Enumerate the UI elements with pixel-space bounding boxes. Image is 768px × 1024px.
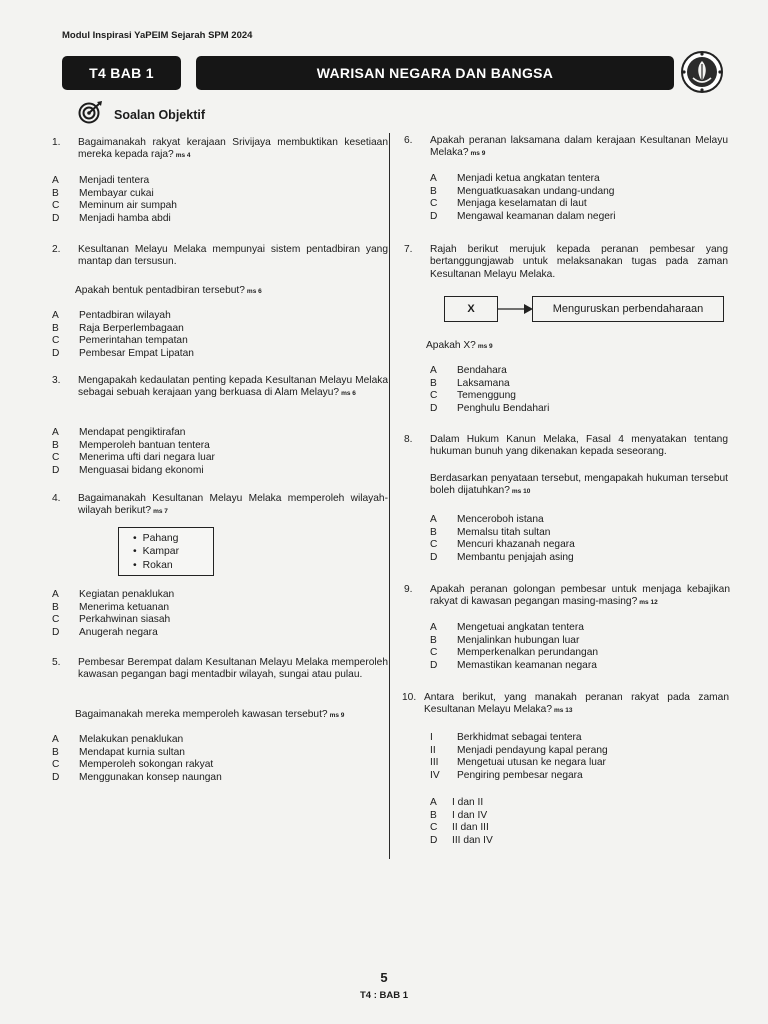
option-a[interactable]: A Mendapat pengiktirafan xyxy=(52,427,186,438)
page-ref: ms 9 xyxy=(477,343,493,350)
question-stem: Pembesar Berempat dalam Kesultanan Melayu Melaka memperoleh kawasan pegangan bagi mentadbir wilayah, sungai atau pulau. xyxy=(78,657,388,681)
target-icon xyxy=(78,100,104,129)
statement-i: I Berkhidmat sebagai tentera xyxy=(430,732,582,743)
option-d[interactable]: D Menggunakan konsep naungan xyxy=(52,771,222,783)
question-prompt: Bagaimanakah mereka memperoleh kawasan tersebut? ms 9 xyxy=(75,709,345,720)
options xyxy=(52,427,215,477)
option-b[interactable]: B Memalsu titah sultan xyxy=(430,526,551,538)
question-number: 5. xyxy=(52,657,61,668)
option-b[interactable]: B Menerima ketuanan xyxy=(52,601,170,613)
chapter-title: WARISAN NEGARA DAN BANGSA xyxy=(196,56,674,90)
column-divider xyxy=(389,133,390,859)
options xyxy=(430,173,616,223)
option-a[interactable]: A Menceroboh istana xyxy=(430,514,544,525)
footer-label: T4 : BAB 1 xyxy=(359,990,409,1001)
question-stem: Apakah peranan golongan pembesar untuk menjaga kebajikan rakyat di kawasan pegangan masing-masing? ms 12 xyxy=(430,584,730,608)
option-c[interactable]: C Memperkenalkan perundangan xyxy=(430,647,599,659)
section-title: Soalan Objektif xyxy=(114,107,205,122)
option-a[interactable]: A Menjadi tentera xyxy=(52,175,150,186)
option-a[interactable]: A Bendahara xyxy=(430,365,507,376)
option-a[interactable]: A Melakukan penaklukan xyxy=(52,734,184,745)
option-a[interactable]: A Menjadi ketua angkatan tentera xyxy=(430,173,600,184)
statement-ii: II Menjadi pendayung kapal perang xyxy=(430,744,608,756)
diagram-box-x: X xyxy=(444,296,498,322)
question-prompt: Apakah bentuk pentadbiran tersebut? ms 6 xyxy=(75,285,262,296)
territory-box xyxy=(118,527,214,576)
option-c[interactable]: C Menerima ufti dari negara luar xyxy=(52,452,215,464)
option-c[interactable]: C Temenggung xyxy=(430,390,516,402)
box-item: • Pahang xyxy=(133,532,205,545)
question-stem: Antara berikut, yang manakah peranan rakyat pada zaman Kesultanan Melayu Melaka? ms 13 xyxy=(424,692,729,716)
question-stem: Dalam Hukum Kanun Melaka, Fasal 4 menyatakan tentang hukuman bunuh yang dikenakan kepada seseorang. xyxy=(430,434,728,458)
chapter-badge: T4 BAB 1 xyxy=(62,56,181,90)
option-d[interactable]: D Memastikan keamanan negara xyxy=(430,659,597,671)
page-ref: ms 9 xyxy=(329,712,345,719)
option-d[interactable]: D Anugerah negara xyxy=(52,626,158,638)
options xyxy=(52,175,177,225)
options xyxy=(52,589,174,639)
option-c[interactable]: C II dan III xyxy=(430,822,489,834)
page-ref: ms 12 xyxy=(639,599,658,607)
statements xyxy=(430,732,608,782)
option-a[interactable]: A I dan II xyxy=(430,797,484,808)
option-d[interactable]: D Menjadi hamba abdi xyxy=(52,212,171,224)
question-stem: Apakah peranan laksamana dalam kerajaan Kesultanan Melayu Melaka? ms 9 xyxy=(430,135,728,159)
box-item: • Kampar xyxy=(133,545,205,558)
option-c[interactable]: C Meminum air sumpah xyxy=(52,200,177,212)
option-b[interactable]: B Raja Berperlembagaan xyxy=(52,322,184,334)
option-c[interactable]: C Perkahwinan siasah xyxy=(52,614,171,626)
page-ref: ms 13 xyxy=(554,707,573,715)
options xyxy=(52,734,222,784)
option-a[interactable]: A Mengetuai angkatan tentera xyxy=(430,622,584,633)
box-item: • Rokan xyxy=(133,559,205,572)
section-header xyxy=(78,100,205,129)
page-ref: ms 6 xyxy=(341,390,356,398)
options xyxy=(430,622,598,672)
option-a[interactable]: A Kegiatan penaklukan xyxy=(52,589,175,600)
statement-iv: IV Pengiring pembesar negara xyxy=(430,769,583,781)
option-d[interactable]: D Mengawal keamanan dalam negeri xyxy=(430,210,616,222)
question-prompt: Berdasarkan penyataan tersebut, mengapakah hukuman tersebut boleh dijatuhkan? ms 10 xyxy=(430,473,728,497)
options xyxy=(430,797,493,847)
option-c[interactable]: C Pemerintahan tempatan xyxy=(52,335,188,347)
question-stem: Mengapakah kedaulatan penting kepada Kesultanan Melayu Melaka sebagai sebuah kerajaan yang berkuasa di Alam Melayu? ms 6 xyxy=(78,375,388,399)
question-stem: Bagaimanakah rakyat kerajaan Srivijaya membuktikan kesetiaan mereka kepada raja? ms 4 xyxy=(78,137,388,161)
page-ref: ms 9 xyxy=(470,150,486,158)
question-prompt: Apakah X? ms 9 xyxy=(426,340,493,351)
option-d[interactable]: D Penghulu Bendahari xyxy=(430,402,550,414)
question-number: 10. xyxy=(402,692,417,703)
page-ref: ms 6 xyxy=(246,288,262,295)
option-b[interactable]: B Memperoleh bantuan tentera xyxy=(52,439,210,451)
question-stem: Rajah berikut merujuk kepada peranan pembesar yang bertanggungjawab untuk melaksanakan tugas pada zaman Kesultanan Melayu Melaka. xyxy=(430,244,728,280)
module-title: Modul Inspirasi YaPEIM Sejarah SPM 2024 xyxy=(62,30,253,41)
option-b[interactable]: B I dan IV xyxy=(430,809,488,821)
option-d[interactable]: D Pembesar Empat Lipatan xyxy=(52,347,194,359)
options xyxy=(430,365,549,415)
option-d[interactable]: D Membantu penjajah asing xyxy=(430,551,574,563)
question-number: 2. xyxy=(52,244,61,255)
question-number: 1. xyxy=(52,137,61,148)
option-b[interactable]: B Menjalinkan hubungan luar xyxy=(430,634,580,646)
option-c[interactable]: C Mencuri khazanah negara xyxy=(430,539,575,551)
option-c[interactable]: C Menjaga keselamatan di laut xyxy=(430,198,587,210)
option-b[interactable]: B Menguatkuasakan undang-undang xyxy=(430,185,615,197)
diagram-box-role: Menguruskan perbendaharaan xyxy=(532,296,724,322)
option-a[interactable]: A Pentadbiran wilayah xyxy=(52,310,171,321)
page-number: 5 xyxy=(380,970,388,985)
question-number: 6. xyxy=(404,135,413,146)
page-ref: ms 10 xyxy=(511,488,531,496)
option-d[interactable]: D Menguasai bidang ekonomi xyxy=(52,464,204,476)
option-b[interactable]: B Membayar cukai xyxy=(52,187,154,199)
question-number: 8. xyxy=(404,434,413,445)
options xyxy=(430,514,575,564)
question-stem: Kesultanan Melayu Melaka mempunyai sistem pentadbiran yang mantap dan tersusun. xyxy=(78,244,388,268)
option-c[interactable]: C Memperoleh sokongan rakyat xyxy=(52,759,214,771)
options xyxy=(52,310,194,360)
question-number: 4. xyxy=(52,493,61,504)
option-b[interactable]: B Laksamana xyxy=(430,377,510,389)
question-number: 9. xyxy=(404,584,413,595)
question-number: 3. xyxy=(52,375,61,386)
option-d[interactable]: D III dan IV xyxy=(430,834,493,846)
option-b[interactable]: B Mendapat kurnia sultan xyxy=(52,746,185,758)
statement-iii: III Mengetuai utusan ke negara luar xyxy=(430,757,606,769)
page-ref: ms 7 xyxy=(153,508,168,516)
question-number: 7. xyxy=(404,244,413,255)
yapeim-crest-icon xyxy=(680,50,724,94)
page-ref: ms 4 xyxy=(175,152,191,160)
question-stem: Bagaimanakah Kesultanan Melayu Melaka memperoleh wilayah-wilayah berikut? ms 7 xyxy=(78,493,388,517)
arrow-right-icon xyxy=(498,302,534,320)
